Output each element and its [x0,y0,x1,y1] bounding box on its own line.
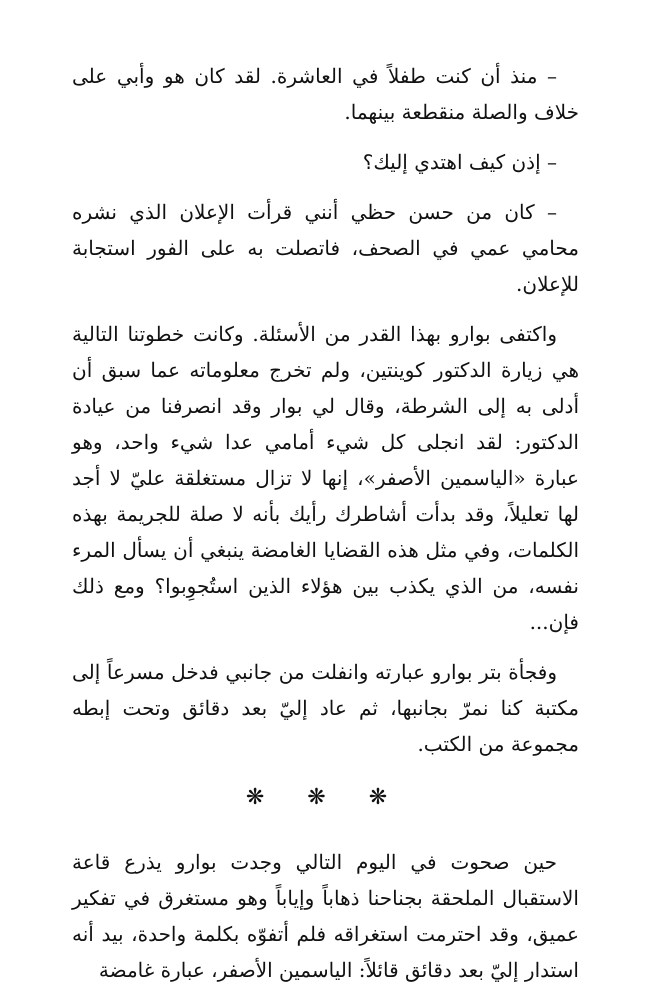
body-paragraph: حين صحوت في اليوم التالي وجدت بوارو يذرع قاعة الاستقبال الملحقة بجناحنا ذهاباً وإياباً وهو مستغرق في تفكير عميق، وقد احترمت استغراقه فلم أتفوّه بكلمة واحدة، بيد أنه استدار إليّ بعد دقائق قائلاً: الياسمين الأصفر، عبارة غامضة [72,850,579,982]
body-paragraph: وفجأة بتر بوارو عبارته وانفلت من جانبي فدخل مسرعاً إلى مكتبة كنا نمرّ بجانبها، ثم عاد إليّ بعد دقائق وتحت إبطه مجموعة من الكتب. [72,660,579,756]
dialog-paragraph: – كان من حسن حظي أنني قرأت الإعلان الذي نشره محامي عمي في الصحف، فاتصلت به على الفور استجابة للإعلان. [72,200,579,296]
body-paragraph: واكتفى بوارو بهذا القدر من الأسئلة. وكانت خطوتنا التالية هي زيارة الدكتور كوينتين، ولم تخرج معلوماته عما سبق أن أدلى به إلى الشرطة، وقال لي بوار وقد انصرفنا من عيادة الدكتور: لقد انجلى كل شيء أمامي عدا شيء واحد، وهو عبارة «الياسمين الأصفر»، إنها لا تزال مستغلقة عليّ لا أجد لها تعليلاً، وقد بدأت أشاطرك رأيك بأنه لا صلة للجريمة بهذه الكلمات، وفي مثل هذه القضايا الغامضة ينبغي أن يسأل المرء نفسه، من الذي يكذب بين هؤلاء الذين استُجوِبوا؟ ومع ذلك فإن... [72,322,580,634]
section-separator: ❋ ❋ ❋ [245,785,406,810]
dialog-paragraph: – إذن كيف اهتدي إليك؟ [362,150,557,174]
dialog-paragraph: – منذ أن كنت طفلاً في العاشرة. لقد كان هو وأبي على خلاف والصلة منقطعة بينهما. [72,64,579,124]
